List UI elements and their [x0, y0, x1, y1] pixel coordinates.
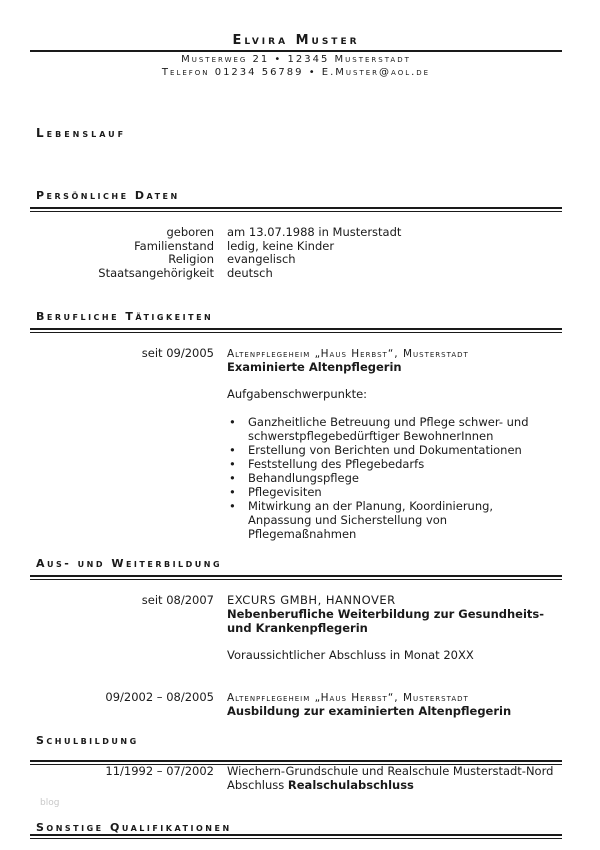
label-nationality: Staatsangehörigkeit — [98, 266, 214, 280]
school-name: Wiechern-Grundschule und Realschule Musterstadt-Nord — [227, 764, 554, 778]
address-line: Musterweg 21 • 12345 Musterstadt — [181, 54, 411, 65]
bullet-icon: • — [229, 485, 236, 499]
school-degree-prefix: Abschluss — [227, 778, 285, 792]
section-rule-other — [30, 834, 562, 839]
bullet-icon: • — [229, 457, 236, 471]
list-item: • Ganzheitliche Betreuung und Pflege schwer- und schwerstpflegebedürftiger BewohnerInnen — [229, 415, 529, 443]
value-birth: am 13.07.1988 in Musterstadt — [227, 225, 402, 239]
training-institution-1: EXCURS GMBH, HANNOVER — [227, 593, 396, 607]
training-course-2: Ausbildung zur examinierten Altenpflegerin — [227, 704, 512, 718]
list-item: • Feststellung des Pflegebedarfs — [229, 457, 425, 471]
training-course-1-line1: Nebenberufliche Weiterbildung zur Gesundheits- — [227, 607, 545, 621]
section-title-other: Sonstige Qualifikationen — [36, 821, 232, 834]
bullet-icon: • — [229, 499, 236, 513]
section-title-personal: Persönliche Daten — [36, 189, 180, 202]
bullet-icon: • — [229, 443, 236, 457]
label-marital-status: Familienstand — [134, 239, 214, 253]
bullet-icon: • — [229, 471, 236, 485]
training-note-1: Voraussichtlicher Abschluss in Monat 20XX — [227, 648, 474, 662]
list-item: • Pflegevisiten — [229, 485, 322, 499]
bullet-icon: • — [229, 415, 236, 429]
section-title-school: Schulbildung — [36, 734, 139, 747]
value-nationality: deutsch — [227, 266, 273, 280]
contact-line: Telefon 01234 56789 • E.Muster@aol.de — [161, 67, 431, 78]
label-religion: Religion — [168, 252, 214, 266]
training-period-1: seit 08/2007 — [141, 593, 214, 607]
header-rule — [30, 50, 562, 52]
work-employer: Altenpflegeheim „Haus Herbst“, Musterstadt — [227, 348, 469, 360]
watermark: blog — [40, 798, 60, 808]
work-period: seit 09/2005 — [141, 346, 214, 360]
list-item: • Erstellung von Berichten und Dokumentationen — [229, 443, 522, 457]
work-task-list — [227, 415, 547, 541]
school-period: 11/1992 – 07/2002 — [105, 764, 214, 778]
value-marital-status: ledig, keine Kinder — [227, 239, 335, 253]
work-tasks-heading: Aufgabenschwerpunkte: — [227, 387, 368, 401]
section-rule-training — [30, 575, 562, 580]
list-item: • Mitwirkung an der Planung, Koordinierung, Anpassung und Sicherstellung von Pflegemaßnahmen — [229, 499, 494, 541]
training-course-1-line2: und Krankenpflegerin — [227, 621, 368, 635]
section-rule-work — [30, 328, 562, 333]
list-item: • Behandlungspflege — [229, 471, 359, 485]
section-title-training: Aus- und Weiterbildung — [36, 557, 223, 570]
section-title-work: Berufliche Tätigkeiten — [36, 310, 214, 323]
training-institution-2: Altenpflegeheim „Haus Herbst“, Musterstadt — [227, 692, 469, 704]
label-birth: geboren — [166, 225, 214, 239]
work-position: Examinierte Altenpflegerin — [227, 360, 402, 374]
document-title: Lebenslauf — [36, 126, 127, 140]
applicant-name: Elvira Muster — [232, 33, 360, 48]
value-religion: evangelisch — [227, 252, 296, 266]
school-degree: Realschulabschluss — [287, 778, 414, 792]
school-degree-line — [227, 778, 414, 792]
section-rule-personal — [30, 207, 562, 212]
training-period-2: 09/2002 – 08/2005 — [105, 690, 214, 704]
